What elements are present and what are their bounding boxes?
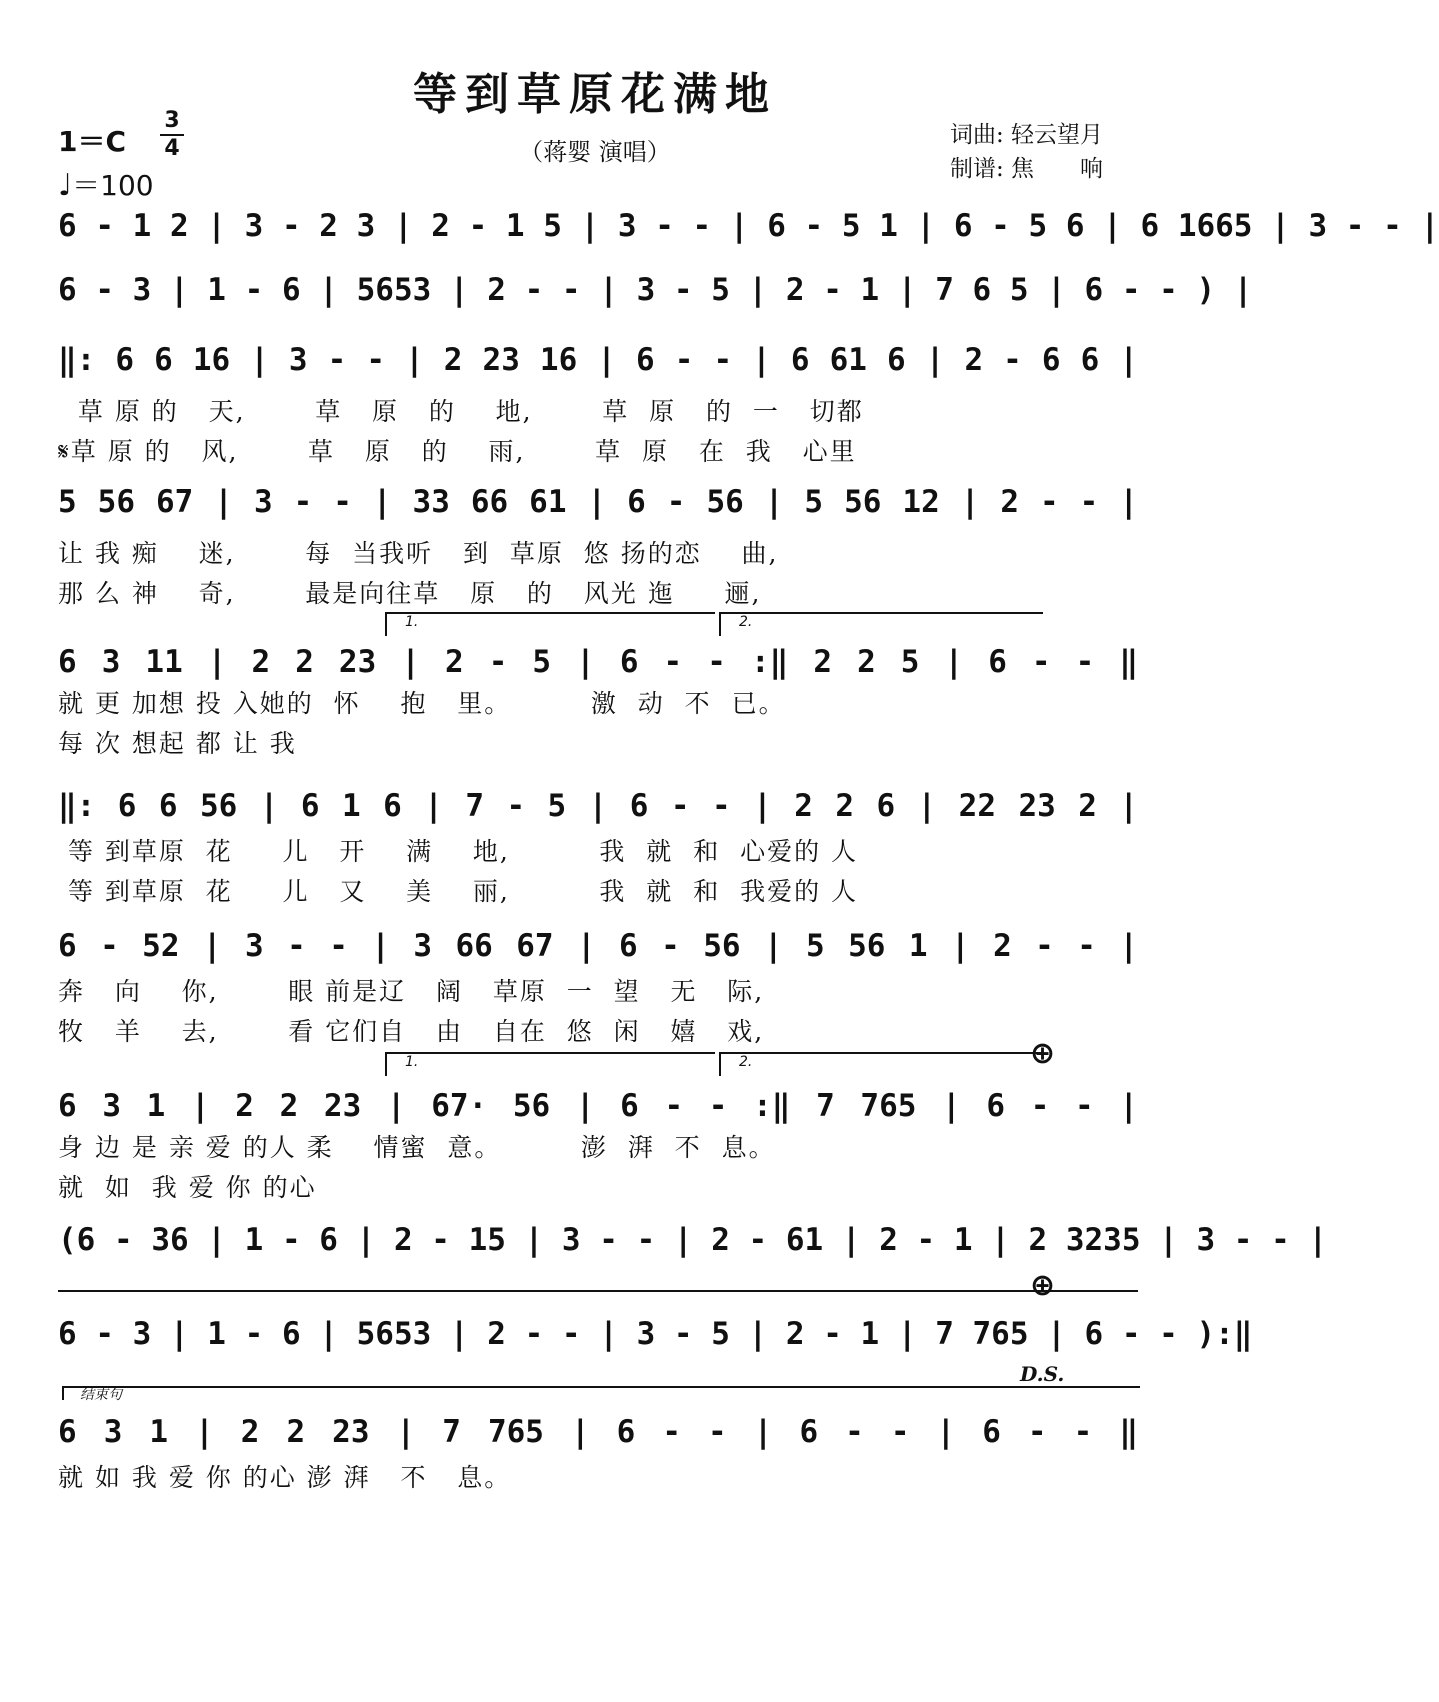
tempo-value: ＝100: [72, 169, 154, 202]
lyricist-composer: 词曲: 轻云望月: [950, 122, 1104, 148]
lyric-verse-1: 就 更 加想 投 入她的 怀 抱 里。 激 动 不 已。: [58, 689, 786, 718]
volta-2-label: 2.: [739, 1054, 753, 1070]
volta-first-ending: [385, 612, 715, 636]
lyric-verse-1: 身 边 是 亲 爱 的人 柔 情蜜 意。 澎 湃 不 息。: [58, 1133, 776, 1162]
volta-1-label: 1.: [405, 614, 419, 630]
key-signature: 1＝C: [58, 125, 127, 158]
transcriber: 制谱: 焦 响: [950, 156, 1104, 182]
quarter-note-icon: ♩: [58, 168, 73, 203]
singer-credit: （蒋婴 演唱）: [519, 138, 671, 166]
volta-second-ending: [719, 612, 1043, 636]
lyric-verse-1: 草 原 的 天, 草 原 的 地, 草 原 的 一 切都: [58, 397, 864, 426]
volta-first-ending-2: [385, 1052, 715, 1076]
system-1: [58, 200, 1439, 248]
system-11: [58, 1406, 1138, 1498]
finale-bracket: [62, 1386, 1140, 1400]
lyric-verse-2: 就 如 我 爱 你 的心: [58, 1173, 317, 1202]
lyric-verse-2: 牧 羊 去, 看 它们自 由 自在 悠 闲 嬉 戏,: [58, 1017, 765, 1046]
interlude-divider: [58, 1290, 1138, 1292]
notes-line: 5 56 67 | 3 - - | 33 66 61 | 6 - 56 | 5 56 12 | 2 - - |: [58, 484, 1138, 520]
notes-line: ‖: 6 6 16 | 3 - - | 2 23 16 | 6 - - | 6 61 6 | 2 - 6 6 |: [58, 342, 1138, 378]
lyric-verse-2: 每 次 想起 都 让 我: [58, 729, 297, 758]
notes-line: 6 3 11 | 2 2 23 | 2 - 5 | 6 - - :‖ 2 2 5 | 6 - - ‖: [58, 644, 1138, 680]
system-6: [58, 780, 1138, 912]
notes-line: 6 - 3 | 1 - 6 | 5653 | 2 - - | 3 - 5 | 2 - 1 | 7 765 | 6 - - ):‖: [58, 1316, 1253, 1352]
system-3: [58, 334, 1138, 472]
notes-line: (6 - 36 | 1 - 6 | 2 - 15 | 3 - - | 2 - 61 | 2 - 1 | 2 3235 | 3 - - |: [58, 1222, 1328, 1258]
system-8: [58, 1080, 1138, 1208]
volta-2-label: 2.: [739, 614, 753, 630]
coda-icon: ⊕: [1030, 1036, 1056, 1071]
notes-line: 6 - 3 | 1 - 6 | 5653 | 2 - - | 3 - 5 | 2 - 1 | 7 6 5 | 6 - - ) |: [58, 272, 1253, 308]
lyric-verse-2: 𝄋草 原 的 风, 草 原 的 雨, 草 原 在 我 心里: [58, 437, 857, 466]
volta-second-ending-2: [719, 1052, 1043, 1076]
coda-icon-2: ⊕: [1030, 1268, 1056, 1303]
tempo-marking: [58, 164, 154, 204]
system-5: [58, 636, 1138, 764]
lyric-verse-1: 奔 向 你, 眼 前是辽 阔 草原 一 望 无 际,: [58, 977, 765, 1006]
lyric-verse-2: 那 么 神 奇, 最是向往草 原 的 风光 迤 逦,: [58, 579, 762, 608]
lyric-verse-1: 等 到草原 花 儿 开 满 地, 我 就 和 心爱的 人: [58, 837, 859, 866]
system-2: [58, 264, 1253, 312]
notes-line: 6 - 52 | 3 - - | 3 66 67 | 6 - 56 | 5 56 1 | 2 - - |: [58, 928, 1138, 964]
notes-line: 6 - 1 2 | 3 - 2 3 | 2 - 1 5 | 3 - - | 6 - 5 1 | 6 - 5 6 | 6 1665 | 3 - - |: [58, 208, 1439, 244]
notes-line: ‖: 6 6 56 | 6 1 6 | 7 - 5 | 6 - - | 2 2 6 | 22 23 2 |: [58, 788, 1138, 824]
system-10: [58, 1308, 1253, 1356]
dal-segno-mark: D.S.: [1020, 1362, 1065, 1386]
lyric-verse-1: 就 如 我 爱 你 的心 澎 湃 不 息。: [58, 1463, 512, 1492]
time-signature: [160, 108, 184, 162]
finale-label: 结束句: [80, 1387, 122, 1403]
lyric-verse-2: 等 到草原 花 儿 又 美 丽, 我 就 和 我爱的 人: [58, 877, 859, 906]
notes-line: 6 3 1 | 2 2 23 | 67· 56 | 6 - - :‖ 7 765 | 6 - - |: [58, 1088, 1138, 1124]
credits: [950, 118, 1103, 186]
song-title: 等到草原花满地: [413, 69, 777, 120]
time-numerator: 3: [164, 108, 180, 133]
notes-line: 6 3 1 | 2 2 23 | 7 765 | 6 - - | 6 - - | 6 - - ‖: [58, 1414, 1138, 1450]
system-7: [58, 920, 1138, 1052]
volta-1-label: 1.: [405, 1054, 419, 1070]
system-9: [58, 1214, 1328, 1262]
system-4: [58, 476, 1138, 614]
time-denominator: 4: [160, 134, 184, 162]
lyric-verse-1: 让 我 痴 迷, 每 当我听 到 草原 悠 扬的恋 曲,: [58, 539, 779, 568]
